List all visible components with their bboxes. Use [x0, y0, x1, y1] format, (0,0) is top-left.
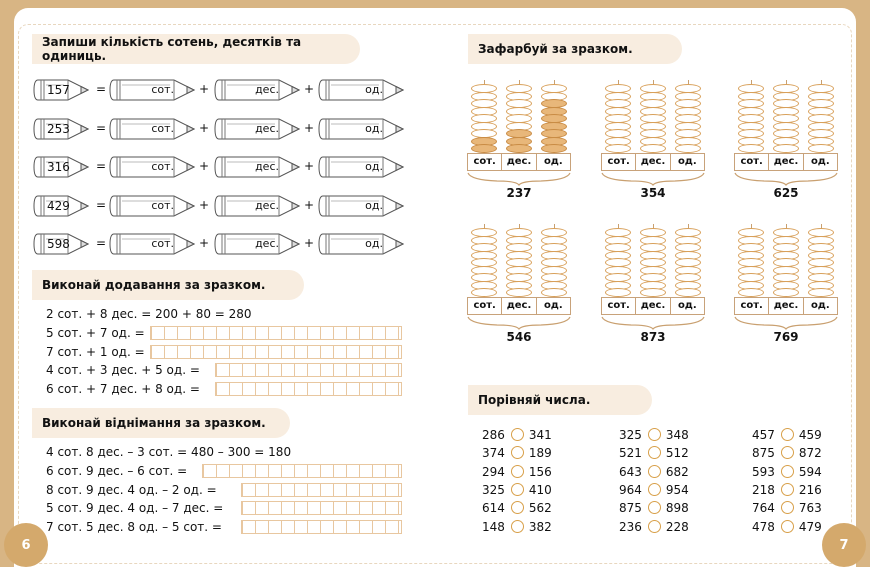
task2-title: Виконай додавання за зразком. — [32, 270, 304, 300]
label-units: од. — [810, 156, 830, 167]
label-hundreds: сот. — [602, 298, 636, 314]
plus-sign: + — [304, 159, 315, 173]
abacus — [601, 224, 705, 359]
compare-left: 286 — [482, 428, 505, 442]
abacus-bead[interactable] — [605, 144, 631, 153]
pencil-unit-label: од. — [365, 83, 383, 96]
tens-pencil[interactable] — [213, 154, 301, 180]
place-value-labels — [467, 153, 571, 171]
compare-left: 374 — [482, 446, 505, 461]
pencil-row — [32, 193, 404, 219]
label-units: од. — [543, 156, 563, 167]
abacus-bead[interactable] — [541, 144, 567, 153]
compare-left: 148 — [482, 519, 505, 534]
compare-circle[interactable] — [511, 446, 524, 459]
pencil-unit-label: сот. — [151, 83, 174, 96]
compare-circle[interactable] — [511, 520, 524, 533]
compare-row — [482, 464, 552, 480]
hundreds-pencil[interactable] — [108, 116, 196, 142]
compare-left: 457 — [752, 428, 775, 442]
compare-right: 341 — [528, 428, 552, 442]
units-pencil[interactable] — [317, 77, 405, 103]
plus-sign: + — [199, 120, 210, 135]
equation-line: 6 сот. 9 дес. – 6 сот. = — [46, 464, 188, 478]
answer-grid[interactable] — [241, 520, 402, 534]
abacus — [467, 80, 571, 215]
label-units: од. — [543, 300, 563, 311]
compare-right: 382 — [528, 519, 552, 534]
compare-right: 479 — [798, 519, 822, 534]
pencil-unit-label: сот. — [151, 237, 174, 250]
plus-sign: + — [199, 159, 210, 173]
label-tens: дес. — [769, 154, 803, 170]
compare-row — [752, 500, 822, 516]
compare-row — [482, 482, 552, 498]
place-value-labels — [601, 153, 705, 171]
compare-left: 875 — [619, 501, 642, 516]
compare-row — [619, 482, 689, 498]
pencil-unit-label: од. — [365, 198, 383, 212]
abacus-value: 354 — [640, 186, 666, 200]
task3-title: Виконай віднімання за зразком. — [32, 408, 290, 438]
pencil-unit-label: од. — [365, 121, 383, 135]
number-pencil — [32, 77, 90, 103]
compare-circle[interactable] — [511, 428, 524, 441]
pencil-number: 429 — [47, 198, 70, 213]
number-pencil — [32, 116, 90, 142]
pencil-unit-label: дес. — [255, 160, 279, 173]
compare-left: 236 — [619, 519, 642, 534]
number-pencil — [32, 231, 90, 257]
compare-circle[interactable] — [648, 446, 661, 459]
answer-grid[interactable] — [150, 345, 402, 359]
abacus-bead[interactable] — [738, 144, 764, 153]
label-hundreds: сот. — [468, 154, 502, 170]
label-hundreds: сот. — [468, 298, 502, 314]
task5-title: Порівняй числа. — [468, 385, 652, 415]
units-pencil[interactable] — [317, 193, 405, 219]
page-number-right: 7 — [822, 523, 866, 567]
pencil-number: 157 — [47, 83, 70, 97]
label-units: од. — [810, 300, 830, 311]
pencil-unit-label: сот. — [151, 198, 174, 212]
pencil-unit-label: дес. — [255, 198, 279, 212]
compare-right: 512 — [665, 446, 689, 461]
compare-left: 614 — [482, 501, 505, 516]
label-hundreds: сот. — [735, 298, 769, 314]
equals-sign: = — [96, 82, 107, 96]
abacus-bead[interactable] — [773, 144, 799, 153]
hundreds-pencil[interactable] — [108, 154, 196, 180]
compare-right: 682 — [665, 464, 689, 479]
compare-row — [619, 519, 689, 535]
equation-line: 8 сот. 9 дес. 4 од. – 2 од. = — [46, 482, 217, 497]
compare-row — [482, 427, 552, 443]
compare-circle[interactable] — [648, 501, 661, 514]
compare-circle[interactable] — [648, 483, 661, 496]
abacus-bead[interactable] — [471, 288, 497, 297]
equation-line: 5 сот. + 7 од. = — [46, 326, 145, 340]
answer-grid[interactable] — [215, 363, 402, 377]
equation-line: 7 сот. 5 дес. 8 од. – 5 сот. = — [46, 519, 222, 534]
answer-grid[interactable] — [241, 483, 402, 497]
abacus — [734, 224, 838, 359]
compare-right: 459 — [798, 428, 822, 442]
compare-circle[interactable] — [781, 501, 794, 514]
equation-line: 4 сот. + 3 дес. + 5 од. = — [46, 363, 200, 377]
equation-line: 7 сот. + 1 од. = — [46, 344, 145, 359]
label-hundreds: сот. — [735, 154, 769, 170]
compare-row — [482, 500, 552, 516]
compare-left: 325 — [619, 428, 642, 442]
compare-right: 216 — [798, 482, 822, 497]
equals-sign: = — [96, 197, 107, 212]
compare-right: 189 — [528, 446, 552, 461]
abacus-value: 237 — [506, 186, 532, 200]
abacus-bead[interactable] — [808, 144, 834, 153]
answer-grid[interactable] — [241, 501, 402, 515]
abacus — [601, 80, 705, 215]
compare-circle[interactable] — [648, 428, 661, 441]
plus-sign: + — [199, 197, 210, 212]
compare-left: 764 — [752, 501, 775, 516]
compare-left: 294 — [482, 464, 505, 479]
abacus-bead[interactable] — [541, 288, 567, 297]
task1-title: Запиши кількість сотень, десятків та одиниць. — [32, 34, 360, 64]
compare-circle[interactable] — [781, 465, 794, 478]
pencil-number: 316 — [47, 160, 70, 174]
pencil-unit-label: од. — [365, 237, 383, 250]
number-pencil — [32, 193, 90, 219]
label-tens: дес. — [636, 154, 670, 170]
place-value-labels — [467, 297, 571, 315]
pencil-row — [32, 154, 404, 180]
label-units: од. — [677, 300, 697, 311]
abacus-bead[interactable] — [640, 144, 666, 153]
units-pencil[interactable] — [317, 231, 405, 257]
compare-right: 763 — [798, 501, 822, 516]
abacus-bead[interactable] — [506, 288, 532, 297]
place-value-labels — [734, 153, 838, 171]
abacus-bead[interactable] — [605, 288, 631, 297]
tens-pencil[interactable] — [213, 193, 301, 219]
hundreds-pencil[interactable] — [108, 193, 196, 219]
place-value-labels — [601, 297, 705, 315]
compare-circle[interactable] — [511, 501, 524, 514]
hundreds-pencil[interactable] — [108, 77, 196, 103]
pencil-unit-label: сот. — [151, 160, 174, 173]
pencil-number: 598 — [47, 237, 70, 251]
compare-right: 562 — [528, 501, 552, 516]
compare-row — [619, 427, 689, 443]
plus-sign: + — [304, 236, 315, 250]
compare-left: 521 — [619, 446, 642, 461]
pencil-row — [32, 77, 404, 103]
compare-left: 643 — [619, 464, 642, 479]
plus-sign: + — [199, 82, 210, 96]
pencil-number: 253 — [47, 121, 70, 136]
abacus-value: 769 — [773, 330, 799, 344]
compare-left: 325 — [482, 482, 505, 497]
compare-left: 218 — [752, 482, 775, 497]
equals-sign: = — [96, 120, 107, 135]
tens-pencil[interactable] — [213, 77, 301, 103]
label-tens: дес. — [769, 298, 803, 314]
equals-sign: = — [96, 159, 107, 173]
compare-row — [752, 427, 822, 443]
label-tens: дес. — [502, 154, 536, 170]
compare-circle[interactable] — [511, 483, 524, 496]
task4-title: Зафарбуй за зразком. — [468, 34, 682, 64]
compare-right: 872 — [798, 446, 822, 461]
equals-sign: = — [96, 236, 107, 250]
compare-left: 964 — [619, 482, 642, 497]
compare-right: 156 — [528, 464, 552, 479]
task2-example: 2 сот. + 8 дес. = 200 + 80 = 280 — [46, 307, 252, 321]
abacus-value: 625 — [773, 186, 799, 200]
pencil-unit-label: дес. — [255, 237, 279, 250]
compare-row — [482, 519, 552, 535]
pencil-row — [32, 231, 404, 257]
abacus-bead[interactable] — [675, 288, 701, 297]
abacus-bead[interactable] — [773, 288, 799, 297]
pencil-unit-label: од. — [365, 160, 383, 173]
plus-sign: + — [304, 120, 315, 135]
compare-circle[interactable] — [781, 428, 794, 441]
compare-right: 410 — [528, 482, 552, 497]
task3-example: 4 сот. 8 дес. – 3 сот. = 480 – 300 = 180 — [46, 445, 292, 459]
pencil-unit-label: дес. — [255, 121, 279, 135]
compare-row — [482, 445, 552, 461]
pencil-unit-label: дес. — [255, 83, 279, 96]
compare-circle[interactable] — [781, 520, 794, 533]
compare-circle[interactable] — [781, 483, 794, 496]
abacus-bead[interactable] — [640, 288, 666, 297]
answer-grid[interactable] — [215, 382, 402, 396]
page-number-left: 6 — [4, 523, 48, 567]
label-hundreds: сот. — [602, 154, 636, 170]
compare-row — [752, 519, 822, 535]
pencil-row — [32, 116, 404, 142]
plus-sign: + — [304, 82, 315, 96]
label-tens: дес. — [502, 298, 536, 314]
abacus-bead[interactable] — [506, 144, 532, 153]
label-units: од. — [677, 156, 697, 167]
place-value-labels — [734, 297, 838, 315]
tens-pencil[interactable] — [213, 116, 301, 142]
abacus-bead[interactable] — [471, 144, 497, 153]
pencil-unit-label: сот. — [151, 121, 174, 135]
compare-right: 898 — [665, 501, 689, 516]
plus-sign: + — [199, 236, 210, 250]
number-pencil — [32, 154, 90, 180]
compare-circle[interactable] — [648, 520, 661, 533]
answer-grid[interactable] — [202, 464, 402, 478]
compare-left: 875 — [752, 446, 775, 461]
compare-row — [619, 445, 689, 461]
compare-circle[interactable] — [781, 446, 794, 459]
compare-right: 954 — [665, 482, 689, 497]
abacus-value: 546 — [506, 330, 532, 344]
compare-row — [752, 482, 822, 498]
abacus — [467, 224, 571, 359]
compare-left: 478 — [752, 519, 775, 534]
abacus-bead[interactable] — [675, 144, 701, 153]
equation-line: 5 сот. 9 дес. 4 од. – 7 дес. = — [46, 501, 224, 515]
compare-right: 594 — [798, 464, 822, 479]
compare-row — [619, 500, 689, 516]
answer-grid[interactable] — [150, 326, 402, 340]
label-tens: дес. — [636, 298, 670, 314]
abacus-bead[interactable] — [738, 288, 764, 297]
compare-row — [752, 445, 822, 461]
compare-right: 228 — [665, 519, 689, 534]
plus-sign: + — [304, 197, 315, 212]
abacus-value: 873 — [640, 330, 666, 344]
compare-circle[interactable] — [511, 465, 524, 478]
compare-right: 348 — [665, 428, 689, 442]
hundreds-pencil[interactable] — [108, 231, 196, 257]
compare-row — [752, 464, 822, 480]
compare-circle[interactable] — [648, 465, 661, 478]
compare-row — [619, 464, 689, 480]
abacus-bead[interactable] — [808, 288, 834, 297]
compare-left: 593 — [752, 464, 775, 479]
abacus — [734, 80, 838, 215]
tens-pencil[interactable] — [213, 231, 301, 257]
units-pencil[interactable] — [317, 154, 405, 180]
units-pencil[interactable] — [317, 116, 405, 142]
equation-line: 6 сот. + 7 дес. + 8 од. = — [46, 381, 200, 396]
